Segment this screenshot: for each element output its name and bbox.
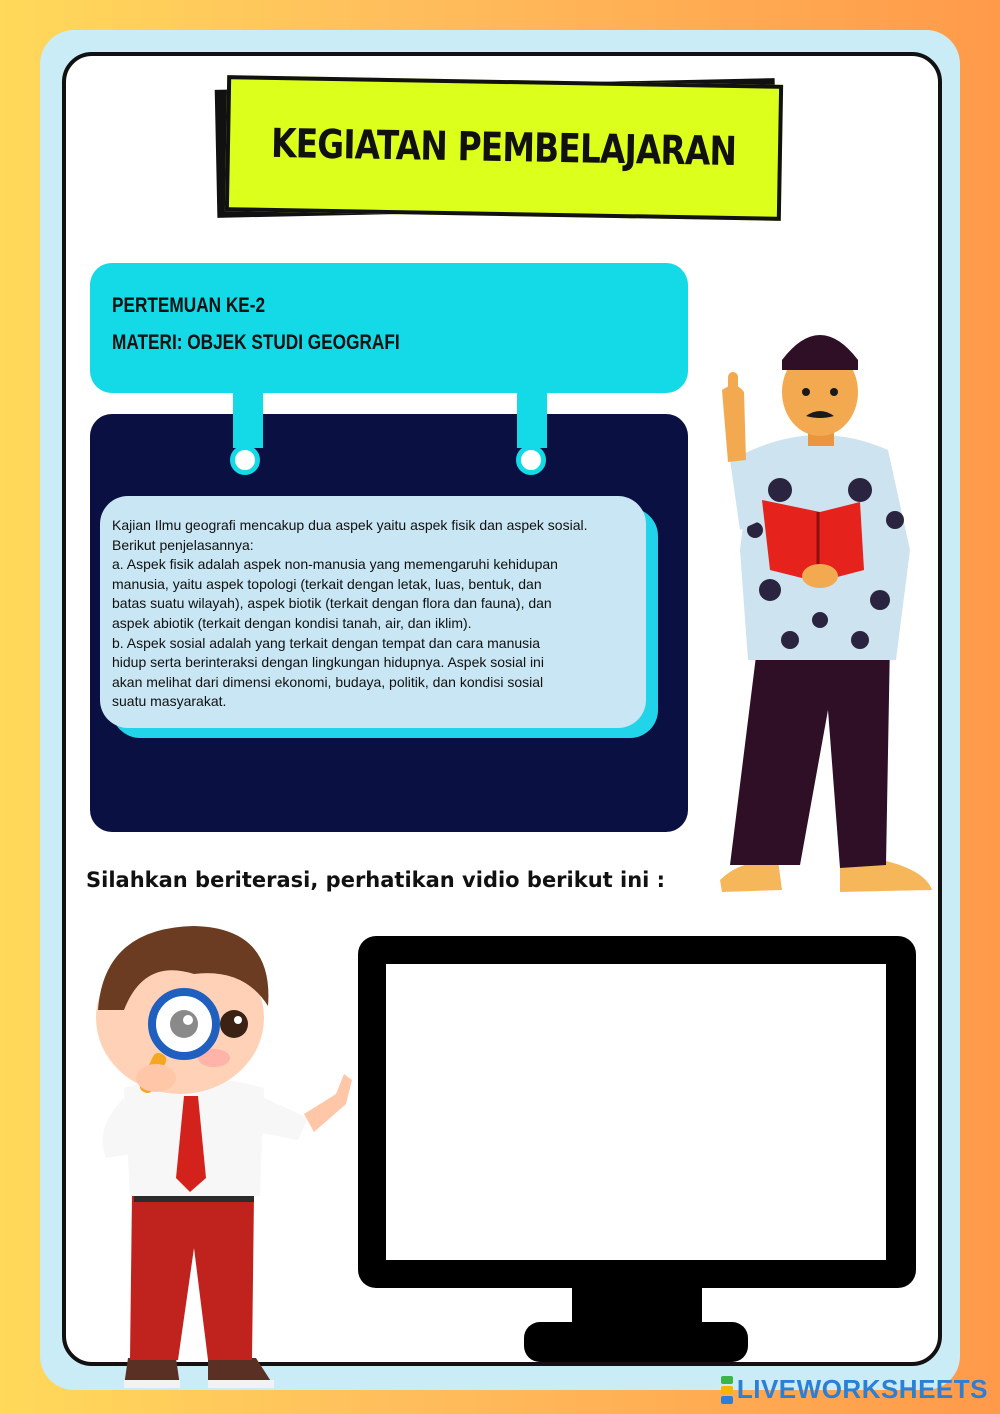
meeting-card (90, 263, 688, 393)
board-ring-right (516, 445, 546, 475)
content-paragraph: Kajian Ilmu geografi mencakup dua aspek yaitu aspek fisik dan aspek sosial. Berikut penjelasannya: a. Aspek fisik adalah aspek non-manusia yang memengaruhi kehidupan manusia, yaitu aspek topologi (terkait dengan letak, luas, bentuk, dan batas suatu wilayah), aspek biotik (terkait dengan flora dan fauna), dan aspek abiotik (terkait dengan kondisi tanah, air, dan iklim). b. Aspek sosial adalah yang terkait dengan tempat dan cara manusia hidup serta berinteraksi dengan lingkungan hidupnya. Aspek sosial ini akan melihat dari dimensi ekonomi, budaya, politik, dan kondisi sosial suatu masyarakat. (112, 517, 588, 710)
page-title: KEGIATAN PEMBELAJARAN (271, 120, 737, 176)
board-hanger-right (517, 388, 547, 448)
liveworksheets-logo-icon (721, 1375, 733, 1405)
board-hanger-left (233, 388, 263, 448)
liveworksheets-logo (721, 1374, 988, 1405)
student-illustration (84, 918, 360, 1392)
content-text-box (100, 496, 646, 728)
brand-text: LIVEWORKSHEETS (736, 1374, 988, 1404)
monitor-stand (524, 1322, 748, 1362)
board-ring-left (230, 445, 260, 475)
video-prompt: Silahkan beriterasi, perhatikan vidio berikut ini : (86, 868, 666, 892)
video-screen[interactable] (386, 964, 886, 1260)
meeting-number: PERTEMUAN KE-2 (112, 294, 266, 317)
material-title: MATERI: OBJEK STUDI GEOGRAFI (112, 331, 400, 354)
teacher-illustration (700, 320, 940, 900)
title-banner (225, 75, 783, 221)
